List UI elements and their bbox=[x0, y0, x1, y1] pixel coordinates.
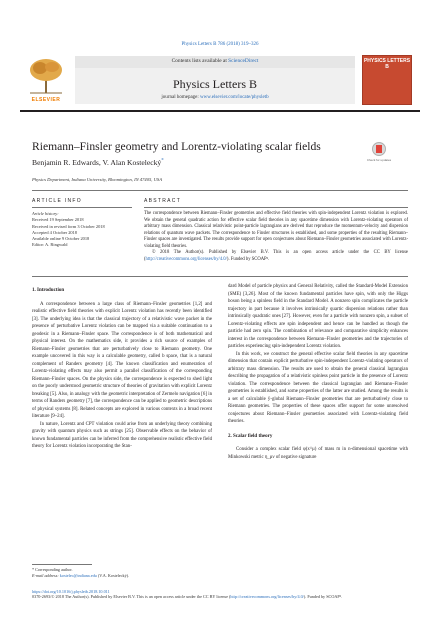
history-accepted: Accepted 4 October 2018 bbox=[32, 229, 77, 235]
article-info-heading: ARTICLE INFO bbox=[32, 198, 82, 204]
section-1-title: 1. Introduction bbox=[32, 288, 65, 293]
license-text: © 2018 The Author(s). Published by Elsevier B.V. This is an open access article under the CC BY license ( bbox=[144, 250, 408, 262]
affiliation: Physics Department, Indiana University, Bloomington, IN 47405, USA bbox=[32, 177, 163, 182]
issn-license-link[interactable]: http://creativecommons.org/licenses/by/4.0/ bbox=[230, 594, 304, 600]
journal-name: Physics Letters B bbox=[173, 77, 257, 91]
abstract-license bbox=[144, 250, 408, 263]
abstract-heading: ABSTRACT bbox=[144, 198, 182, 204]
homepage-label: journal homepage: bbox=[161, 95, 201, 100]
paragraph: A correspondence between a large class of Riemann–Finsler geometries [1,2] and realistic effective field theories with explicit Lorentz violation has recently been identified [3]. The underlying idea is that the classical trajectory of a relativistic wave packet in the presence of perturbative Lorentz violation can be mapped via a suitable continuation to a geodesic in a Riemann–Finsler space. The correspondence is of both mathematical and physical interest. On the mathematics side, it provides a rich source of examples of Riemann–Finsler geometries that are perturbatively close to Riemann geometry. One example uncovered in this way is a calculable geometry, called b space, that is a natural complement of Randers geometry [4]. The known classification and enumeration of Lorentz-violating effects may also permit a parallel classification of the corresponding Riemann–Finsler spaces. On the physics side, the correspondence is expected to shed light on the poorly understood geometric structure of theories of gravitation with explicit Lorentz breaking [5]. Also, in analogy with the geometric interpretation of Zermelo navigation [6] in terms of Randers geometry [7], the correspondence can be applied to geometric descriptions of physical systems [8]. Related concepts are explored in various contexts in a broad recent literature [9–24]. bbox=[32, 301, 212, 419]
abstract-body bbox=[144, 211, 408, 263]
crossmark-label: Check for updates bbox=[366, 158, 392, 162]
elsevier-tree-logo bbox=[22, 55, 70, 103]
journal-reference[interactable]: Physics Letters B 786 (2018) 319–326 bbox=[181, 42, 259, 47]
email-label: E-mail address: bbox=[32, 572, 60, 578]
issn-text: 0370-2693/© 2018 The Author(s). Published by Elsevier B.V. This is an open access article under the CC BY license ( bbox=[32, 594, 231, 600]
crossmark-bookmark-icon bbox=[376, 145, 382, 153]
license-end: ). Funded by SCOAP³. bbox=[226, 256, 270, 262]
publisher-name: ELSEVIER bbox=[31, 97, 61, 103]
publication-footer bbox=[32, 589, 408, 600]
paragraph: dard Model of particle physics and General Relativity, called the Standard-Model Extension (SME) [3,26]. Most of the known fundamental particles have spin, with only the Higgs boson being a spinless field in the Standard Model. A nonzero spin complicates the particle trajectory in part because it involves intrinsically quartic dispersion relations rather than intrinsically quadratic ones [27]. However, even for a particle with nonzero spin, a subset of Lorentz-violating effects are spin independent and hence can be handled as though the particle had zero spin. The combination of relevance and comparative simplicity enhances interest in the correspondence between Riemann–Finsler geometries and the trajectories of particles experiencing spin-independent Lorentz violation. bbox=[228, 284, 408, 349]
paragraph: Consider a complex scalar field φ(x^μ) of mass m in n-dimensional spacetime with Minkowski metric η_μν of negative signature bbox=[228, 447, 408, 460]
abstract-rule bbox=[144, 207, 408, 208]
history-revised: Received in revised form 3 October 2018 bbox=[32, 223, 105, 229]
doi-link[interactable]: https://doi.org/10.1016/j.physletb.2018.10.011 bbox=[32, 589, 110, 594]
sciencedirect-link[interactable]: ScienceDirect bbox=[228, 58, 259, 64]
article-history bbox=[32, 211, 136, 249]
article-info-rule bbox=[32, 207, 132, 208]
corresponding-author-note: * Corresponding author. bbox=[32, 567, 73, 572]
contents-line bbox=[75, 58, 355, 64]
issn-line bbox=[32, 594, 408, 599]
abstract-text: The correspondence between Riemann–Finsler geometries and effective field theories with spin-independent Lorentz violation is explored. We obtain the general quadratic action for effective scalar field theories in any spacetime dimension with Lorentz-violating operators of arbitrary mass dimension. Classical relativistic point-particle lagrangians are derived that reproduce the momentum-velocity and dispersion relations of quantum wave packets. The correspondence to Finsler structures is established, and some properties of the resulting Riemann–Finsler spaces are investigated. The results provide support for open conjectures about Riemann–Finsler geometries associated with Lorentz-violating field theories. bbox=[144, 211, 408, 249]
body-column-left bbox=[32, 283, 212, 451]
history-received: Received 19 September 2018 bbox=[32, 217, 84, 223]
history-editor: Editor: A. Ringwald bbox=[32, 242, 68, 248]
history-label: Article history: bbox=[32, 211, 59, 216]
email-name: (V.A. Kostelecký). bbox=[96, 572, 130, 578]
header-divider bbox=[20, 110, 420, 112]
contents-prefix: Contents lists available at bbox=[171, 58, 229, 64]
journal-cover-title: PHYSICS LETTERS B bbox=[363, 58, 411, 70]
footnote bbox=[32, 567, 212, 578]
paragraph: In nature, Lorentz and CPT violation could arise from an underlying theory combining gravity with quantum physics such as strings [25]. Observable effects on the behavior of known fundamental particles can be inferred from the comprehensive realistic effective field theory for Lorentz violation incorporating the Stan- bbox=[32, 421, 212, 449]
divider bbox=[32, 190, 408, 191]
footnote-divider bbox=[32, 564, 92, 565]
author-list bbox=[32, 158, 362, 167]
license-link[interactable]: http://creativecommons.org/licenses/by/4.0/ bbox=[145, 256, 227, 262]
section-2-title: 2. Scalar field theory bbox=[228, 433, 273, 439]
history-online: Available online 9 October 2018 bbox=[32, 236, 90, 242]
paragraph: In this work, we construct the general effective scalar field theories in any spacetime dimension that contain explicit perturbative spin-independent Lorentz-violating operators of arbitrary mass dimension. The results are used to obtain the general classical lagrangian describing the propagation of a relativistic spinless point particle in the presence of Lorentz violation. The correspondence between the classical lagrangian and Riemann–Finsler geometries is established, and some properties of the latter are studied. Among the results is a set of calculable ŷ-global Riemann–Finsler geometries that are perturbatively close to Riemann geometries. The properties of these spaces offer support for some unresolved conjectures about Riemann–Finsler geometries associated with Lorentz-violating field theories. bbox=[228, 351, 408, 424]
body-column-right bbox=[228, 283, 408, 461]
author-names: Benjamin R. Edwards, V. Alan Kostelecký bbox=[32, 158, 162, 167]
divider bbox=[32, 276, 408, 277]
corresponding-author-mark[interactable]: * bbox=[161, 158, 164, 164]
homepage-link[interactable]: www.elsevier.com/locate/physletb bbox=[200, 95, 269, 100]
article-title: Riemann–Finsler geometry and Lorentz-violating scalar fields bbox=[32, 140, 321, 153]
email-link[interactable]: kostelec@indiana.edu bbox=[59, 572, 97, 578]
issn-end: ). Funded by SCOAP³. bbox=[303, 594, 342, 600]
journal-homepage bbox=[75, 95, 355, 100]
email-line bbox=[32, 573, 212, 579]
